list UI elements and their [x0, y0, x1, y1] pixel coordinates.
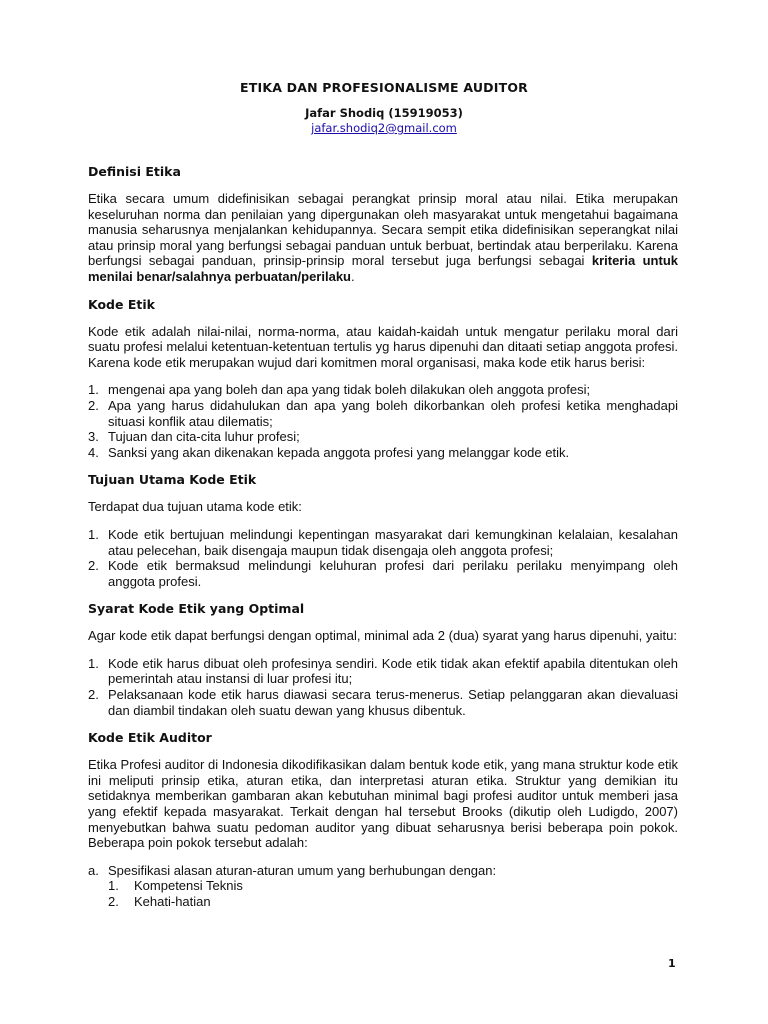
list-number: 3. [88, 429, 99, 445]
section-heading-kode-etik: Kode Etik [88, 296, 155, 312]
auditor-sublist [88, 878, 678, 909]
document-body [88, 164, 678, 910]
list-item-text: Kompetensi Teknis [134, 878, 243, 894]
definisi-text: Etika secara umum didefinisikan sebagai perangkat prinsip moral atau nilai. Etika merupakan keseluruhan norma dan penilaian yang dipergunakan oleh masyarakat untuk mengetahui bagaimana manusia seharusnya menjalankan kehidupannya. Secara sempit etika didefinisikan seperangkat nilai atau prinsip moral yang berfungsi sebagai panduan untuk berbuat, bertindak atau berperilaku. Karena berfungsi sebagai panduan, prinsip-prinsip moral tersebut juga berfungsi sebagai [88, 191, 678, 269]
list-number: 2. [88, 397, 99, 413]
list-item [88, 527, 678, 558]
list-item-text: Kode etik bermaksud melindungi keluhuran profesi dari perilaku perilaku menyimpang oleh anggota profesi. [108, 558, 678, 589]
list-item-text: Pelaksanaan kode etik harus diawasi secara terus-menerus. Setiap pelanggaran akan dievaluasi dan diambil tindakan oleh suatu dewan yang khusus dibentuk. [108, 687, 678, 718]
page-number: 1 [668, 957, 676, 970]
tujuan-paragraph: Terdapat dua tujuan utama kode etik: [88, 499, 302, 515]
document-title: ETIKA DAN PROFESIONALISME AUDITOR [240, 80, 528, 95]
list-number: 2. [88, 687, 99, 703]
list-item [88, 429, 678, 445]
list-item-text: Kode etik bertujuan melindungi kepentingan masyarakat dari kemungkinan kelalaian, kesalahan atau pelecehan, baik disengaja maupun tidak disengaja oleh anggota profesi; [108, 526, 678, 558]
definisi-text-end: . [350, 268, 355, 284]
auditor-paragraph: Etika Profesi auditor di Indonesia dikodifikasikan dalam bentuk kode etik, yang mana struktur kode etik ini meliputi prinsip etika, aturan etika, dan interpretasi aturan etika. Struktur yang demikian itu setidaknya memberikan gambaran akan kebutuhan minimal bagi profesi auditor untuk memberi jasa yang efektif kepada masyarakat. Terkait dengan hal tersebut Brooks (dikutip oleh Ludigdo, 2007) menyebutkan bahwa suatu pedoman auditor yang dibuat seharusnya berisi beberapa poin pokok. Beberapa poin pokok tersebut adalah: [88, 757, 678, 851]
section-heading-syarat: Syarat Kode Etik yang Optimal [88, 601, 305, 617]
section-heading-definisi: Definisi Etika [88, 164, 181, 179]
section-heading-auditor: Kode Etik Auditor [88, 730, 212, 746]
email-link[interactable]: jafar.shodiq2@gmail.com [311, 121, 457, 135]
list-number: 1. [88, 382, 99, 398]
auditor-list [88, 863, 678, 879]
kode-etik-paragraph: Kode etik adalah nilai-nilai, norma-norma, atau kaidah-kaidah untuk mengatur perilaku moral dari suatu profesi melalui ketentuan-ketentuan tertulis yg harus dipenuhi dan ditaati setiap anggota profesi. Karena kode etik merupakan wujud dari komitmen moral organisasi, maka kode etik harus berisi: [88, 323, 678, 370]
list-item-text: Spesifikasi alasan aturan-aturan umum yang berhubungan dengan: [108, 862, 497, 878]
list-item-text: Sanksi yang akan dikenakan kepada anggota profesi yang melanggar kode etik. [108, 444, 570, 460]
list-item [88, 656, 678, 687]
definisi-paragraph [88, 191, 678, 285]
author-email [0, 121, 768, 135]
list-item [88, 382, 678, 398]
sub-list-item [108, 894, 678, 910]
list-item [88, 398, 678, 429]
list-item-text: Kehati-hatian [134, 894, 211, 909]
list-number: 4. [88, 444, 99, 460]
list-number: 2. [108, 894, 119, 909]
list-number: 2. [88, 558, 99, 574]
syarat-paragraph: Agar kode etik dapat berfungsi dengan optimal, minimal ada 2 (dua) syarat yang harus dipenuhi, yaitu: [88, 628, 677, 644]
list-item-text: Kode etik harus dibuat oleh profesinya sendiri. Kode etik tidak akan efektif apabila ditentukan oleh pemerintah atau instansi di luar profesi itu; [108, 655, 678, 687]
list-letter: a. [88, 862, 99, 878]
list-item [88, 558, 678, 589]
definisi-bold-text: kriteria untuk menilai benar/salahnya perbuatan/perilaku [88, 253, 678, 284]
list-number: 1. [88, 655, 99, 671]
list-item-text: mengenai apa yang boleh dan apa yang tidak boleh dilakukan oleh anggota profesi; [108, 382, 591, 398]
syarat-list [88, 656, 678, 718]
list-item [88, 863, 678, 879]
kode-etik-list [88, 382, 678, 460]
section-heading-tujuan: Tujuan Utama Kode Etik [88, 472, 257, 488]
list-item-text: Tujuan dan cita-cita luhur profesi; [108, 429, 300, 445]
author-line: Jafar Shodiq (15919053) [305, 106, 463, 120]
list-item [88, 445, 678, 461]
list-number: 1. [108, 878, 119, 894]
tujuan-list [88, 527, 678, 589]
list-item [88, 687, 678, 718]
list-number: 1. [88, 526, 99, 542]
list-item-text: Apa yang harus didahulukan dan apa yang boleh dikorbankan oleh profesi ketika menghadapi situasi konflik atau dilematis; [108, 397, 678, 429]
sub-list-item [108, 878, 678, 894]
